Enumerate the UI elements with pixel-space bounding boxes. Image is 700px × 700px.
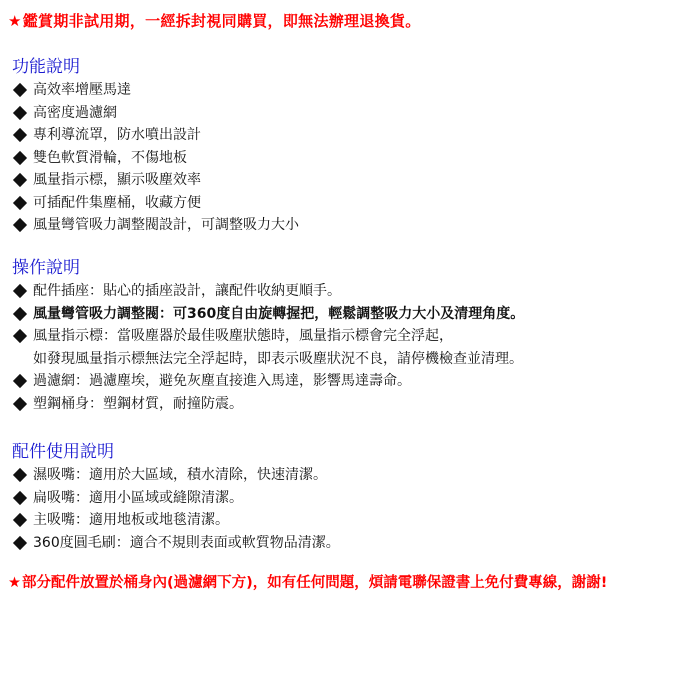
section-title-features: 功能說明 [12,57,80,77]
list-item [12,393,524,416]
list-item: 風量指示標，顯示吸塵效率 [12,169,299,192]
diamond-bullet-icon [13,490,27,504]
diamond-bullet-icon [13,306,27,320]
item-description: 適用於大區域，積水清除，快速清潔。 [89,467,327,483]
item-description: 適用地板或地毯清潔。 [89,512,229,528]
item-label: 塑鋼桶身： [33,395,103,412]
accessories-list [12,464,340,554]
section-title-operations: 操作說明 [12,258,80,278]
item-label: 主吸嘴： [33,512,89,528]
item-label: 風量指示標： [33,328,117,344]
diamond-bullet-icon [13,128,27,142]
diamond-bullet-icon [13,513,27,527]
notice-text: 部分配件放置於桶身內(過濾網下方)，如有任何問題，煩請電聯保證書上免付費專線，謝謝! [22,575,608,591]
list-item: 專利導流罩，防水噴出設計 [12,124,299,147]
diamond-bullet-icon [13,218,27,232]
item-description: 塑鋼材質，耐撞防震。 [103,395,243,412]
diamond-bullet-icon [13,105,27,119]
list-item: 高效率增壓馬達 [12,79,299,102]
diamond-bullet-icon [13,83,27,97]
section-title-accessories: 配件使用說明 [12,442,114,462]
list-item: 風量彎管吸力調整閥設計，可調整吸力大小 [12,214,299,237]
list-item: 高密度過濾網 [12,102,299,125]
list-item [12,509,340,532]
features-list [12,79,299,237]
item-description: 可360度自由旋轉握把，輕鬆調整吸力大小及清理角度。 [173,305,525,322]
diamond-bullet-icon [13,468,27,482]
star-icon: ★ [8,575,21,591]
diamond-bullet-icon [13,329,27,343]
list-item [12,532,340,555]
item-label: 360度圓毛刷： [33,534,130,551]
list-item: 可插配件集塵桶，收藏方便 [12,192,299,215]
item-label: 配件插座： [33,283,103,299]
list-item [12,303,524,326]
item-label: 濕吸嘴： [33,467,89,483]
star-icon: ★ [8,12,22,30]
item-label: 風量彎管吸力調整閥： [33,305,173,322]
list-item [12,325,524,370]
diamond-bullet-icon [13,396,27,410]
operations-list [12,280,524,415]
list-item [12,464,340,487]
item-label: 過濾網： [33,373,89,389]
item-label: 扁吸嘴： [33,489,89,506]
item-description: 當吸塵器於最佳吸塵狀態時，風量指示標會完全浮起， [117,328,453,344]
accessory-location-notice [8,571,607,592]
diamond-bullet-icon [13,150,27,164]
item-description: 適用小區域或縫隙清潔。 [89,489,243,506]
list-item: 雙色軟質滑輪，不傷地板 [12,147,299,170]
list-item [12,280,524,303]
diamond-bullet-icon [13,173,27,187]
diamond-bullet-icon [13,195,27,209]
list-item [12,370,524,393]
item-description-continued: 如發現風量指示標無法完全浮起時，即表示吸塵狀況不良，請停機檢查並清理。 [33,350,523,367]
diamond-bullet-icon [13,535,27,549]
list-item [12,487,340,510]
warning-text: 鑑賞期非試用期，一經拆封視同購買，即無法辦理退換貨。 [22,12,421,30]
return-policy-warning [8,10,421,31]
item-description: 過濾塵埃，避免灰塵直接進入馬達，影響馬達壽命。 [89,373,411,389]
diamond-bullet-icon [13,374,27,388]
diamond-bullet-icon [13,284,27,298]
item-description: 貼心的插座設計，讓配件收納更順手。 [103,283,341,299]
item-description: 適合不規則表面或軟質物品清潔。 [129,534,340,551]
